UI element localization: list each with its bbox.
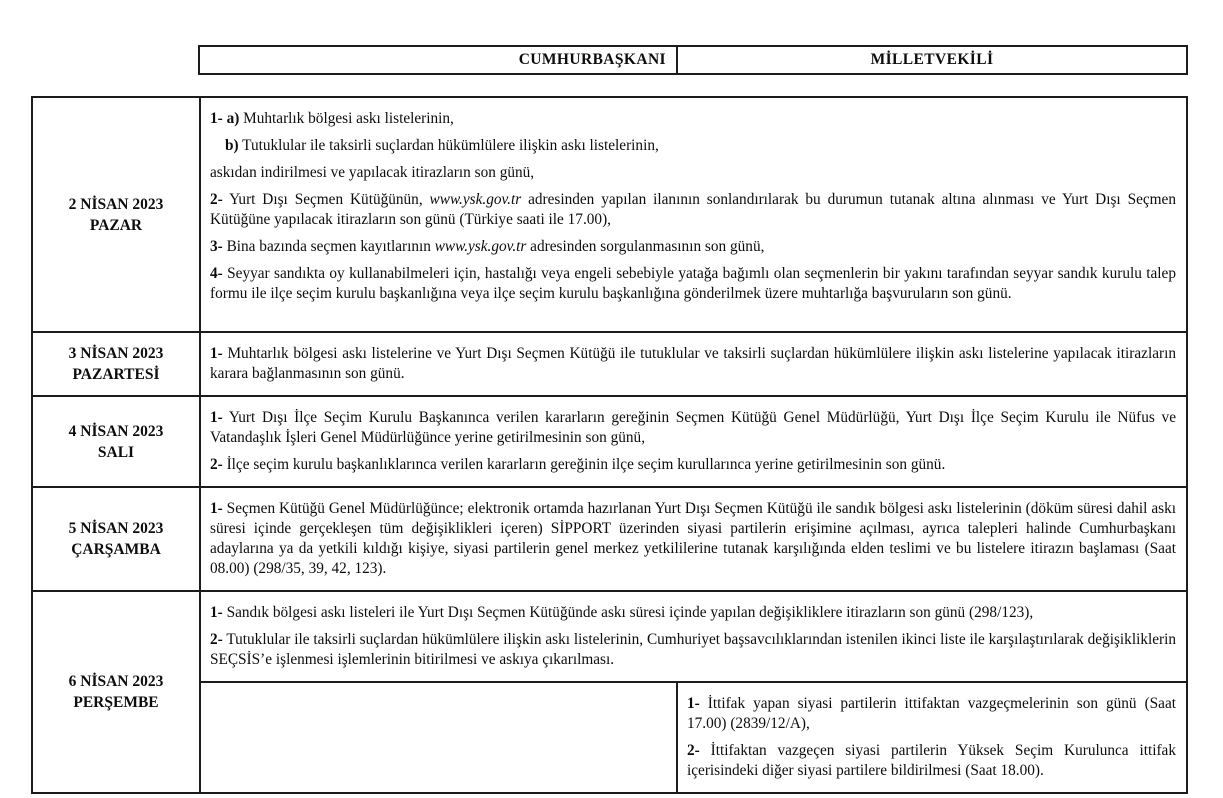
column-header-box [198, 45, 1188, 75]
calendar-row-2-nisan [33, 98, 1186, 331]
calendar-item: 3- Bina bazında seçmen kayıtlarının www.ysk.gov.tr adresinden sorgulanmasının son günü, [210, 238, 765, 255]
split-section [201, 681, 1186, 792]
calendar-item: 1- Muhtarlık bölgesi askı listelerine ve Yurt Dışı Seçmen Kütüğü ile tutuklular ve taksirli suçlardan hükümlülere ilişkin askı listelerine yapılacak itirazların karara bağlanmasının son günü. [210, 345, 1176, 382]
calendar-item: 1- Seçmen Kütüğü Genel Müdürlüğünce; elektronik ortamda hazırlanan Yurt Dışı Seçmen Kütüğü ile sandık bölgesi askı listelerinin (döküm süresi dahil askı süresi içinde gerçekleşen tüm değişiklikleri içeren) SİPPORT üzerinden siyasi partilerin erişimine açılması, ayrıca talepleri halinde Cumhurbaşkanı adaylarına ya da yetkili kıldığı kişiye, siyasi partilerin genel merkez yetkililerine tutanak karşılığında elden teslimi ve bu listelere itirazın başlaması (Saat 08.00) (298/35, 39, 42, 123). [210, 500, 1176, 577]
date-line-2: ÇARŞAMBA [71, 541, 161, 558]
date-cell [33, 333, 201, 395]
calendar-item: 1- Sandık bölgesi askı listeleri ile Yurt Dışı Seçmen Kütüğünde askı süresi içinde yapılan değişikliklere itirazların son günü (298/123), [210, 604, 1034, 621]
date-line-2: PERŞEMBE [73, 694, 159, 711]
date-cell [33, 592, 201, 792]
date-line-2: PAZARTESİ [72, 366, 160, 383]
calendar-item: 2- Yurt Dışı Seçmen Kütüğünün, www.ysk.gov.tr adresinden yapılan ilanının sonlandırılarak bu durumun tutanak altına alınması ve Yurt Dışı Seçmen Kütüğüne yapılacak itirazların son günü (Türkiye saati ile 17.00), [210, 191, 1176, 228]
date-cell [33, 98, 201, 331]
header-deputy-label: MİLLETVEKİLİ [870, 51, 994, 68]
content-cell [201, 397, 1186, 486]
calendar-item: 2- Tutuklular ile taksirli suçlardan hükümlülere ilişkin askı listelerinin, Cumhuriyet başsavcılıklarından istenilen ikinci liste ile karşılaştırılarak değişikliklerin SEÇSİS’e işlenmesi işlemlerinin bitirilmesi ve askıya çıkarılması. [210, 631, 1176, 668]
calendar-row-3-nisan [33, 331, 1186, 395]
date-line-1: 3 NİSAN 2023 [68, 345, 164, 362]
calendar-row-5-nisan [33, 486, 1186, 590]
calendar-item: 1- İttifak yapan siyasi partilerin ittifaktan vazgeçmelerinin son günü (Saat 17.00) (2839/12/A), [687, 695, 1176, 732]
calendar-row-4-nisan [33, 395, 1186, 486]
date-cell [33, 397, 201, 486]
content-cell [201, 488, 1186, 590]
calendar-item: 1- Yurt Dışı İlçe Seçim Kurulu Başkanınca verilen kararların gereğinin Seçmen Kütüğü Genel Müdürlüğü, Yurt Dışı İlçe Seçim Kurulu ile Nüfus ve Vatandaşlık İşleri Genel Müdürlüğünce yerine getirilmesinin son günü, [210, 409, 1176, 446]
date-line-1: 6 NİSAN 2023 [68, 673, 164, 690]
content-cell [201, 98, 1186, 331]
calendar-item: 2- İlçe seçim kurulu başkanlıklarınca verilen kararların gereğinin ilçe seçim kurullarınca yerine getirilmesinin son günü. [210, 456, 946, 473]
calendar-item: 1- a) Muhtarlık bölgesi askı listelerinin, [210, 110, 454, 127]
deputy-cell [678, 683, 1186, 792]
content-cell [201, 592, 1186, 792]
date-line-1: 4 NİSAN 2023 [68, 422, 164, 440]
date-cell [33, 488, 201, 590]
date-line-2: SALI [97, 443, 135, 461]
date-line-1: 2 NİSAN 2023 [68, 195, 164, 213]
content-cell [201, 333, 1186, 395]
header-president-label: CUMHURBAŞKANI [200, 47, 678, 73]
election-calendar-table [31, 96, 1188, 794]
calendar-item: 4- Seyyar sandıkta oy kullanabilmeleri için, hastalığı veya engeli sebebiyle yatağa bağımlı olan seçmenlerin bir yakını tarafından seyyar sandık kurulu talep formu ile ilçe seçim kurulu başkanlığına veya ilçe seçim kurulu başkanlığına gönderilmek üzere muhtarlığa başvuruların son günü. [210, 265, 1176, 302]
date-line-1: 5 NİSAN 2023 [68, 520, 164, 537]
calendar-item: 2- İttifaktan vazgeçen siyasi partilerin Yüksek Seçim Kurulunca ittifak içerisindeki diğer siyasi partilere bildirilmesi (Saat 18.00). [687, 742, 1176, 779]
date-line-2: PAZAR [89, 216, 143, 234]
calendar-item: b) Tutuklular ile taksirli suçlardan hükümlülere ilişkin askı listelerinin, [225, 137, 659, 154]
shared-section [201, 592, 1186, 681]
calendar-row-6-nisan [33, 590, 1186, 792]
president-empty-cell [201, 683, 678, 792]
calendar-item: askıdan indirilmesi ve yapılacak itirazların son günü, [210, 164, 535, 181]
